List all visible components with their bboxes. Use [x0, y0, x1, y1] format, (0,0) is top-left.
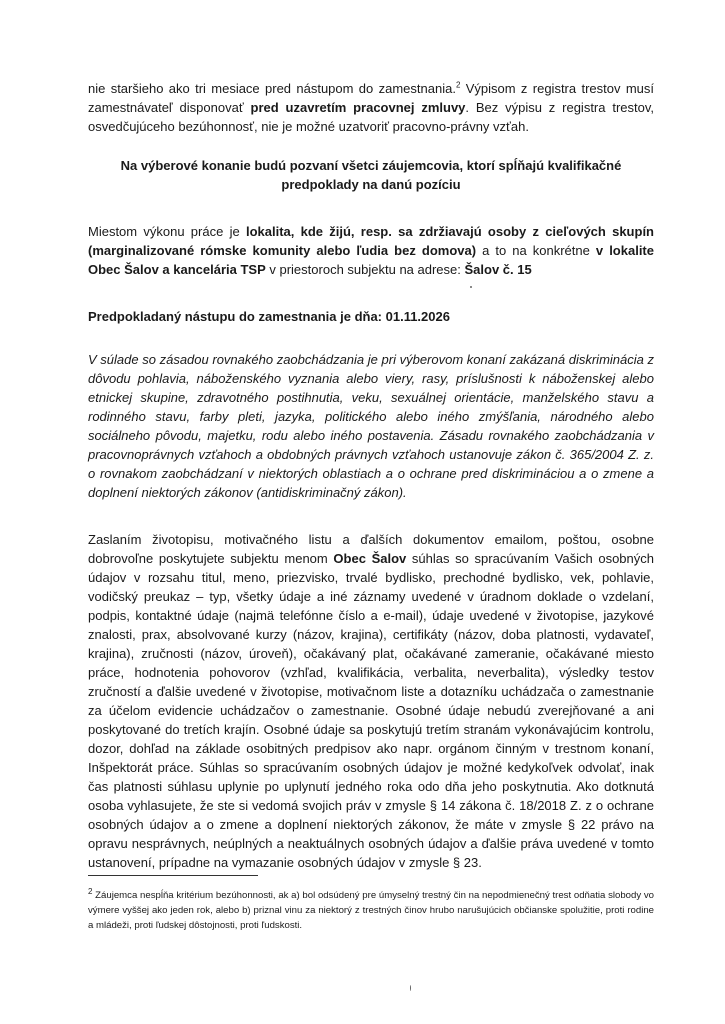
document-body — [88, 79, 654, 872]
intro-paragraph — [88, 79, 654, 136]
consent-paragraph — [88, 530, 654, 872]
consent-text: súhlas so spracúvaním Vašich osobných údajov v rozsahu titul, meno, priezvisko, trvalé bydlisko, prechodné bydlisko, vek, pohlavie, vodičský preukaz – typ, všetky údaje a iné záznamy uvedené v úradnom doklade o vzdelaní, podpis, kontaktné údaje (najmä telefónne číslo a e-mail), údaje uvedené v životopise, jazykové znalosti, prax, absolvované kurzy (názov, krajina), certifikáty (názov, doba platnosti, vydavateľ, krajina), zručnosti (názov, úroveň), očakávaný plat, očakávané zameranie, očakávané miesto práce, hodnotenia pohovorov (vzhľad, kvalifikácia, verbalita, neverbalita), výsledky testov zručností a ďalšie uvedené v životopise, motivačnom liste a dotazníku uchádzača o zamestnanie za účelom evidencie uchádzačov o zamestnanie. Osobné údaje nebudú zverejňované a ani poskytované do tretích krajín. Osobné údaje sa poskytujú tretím stranám vykonávajúcim kontrolu, dozor, dohľad na základe osobitných predpisov ako napr. orgánom činným v trestnom konaní, Inšpektorát práce. Súhlas so spracúvaním osobných údajov je možné kedykoľvek odvolať, inak čas platnosti súhlasu uplynie po uplynutí jedného roka odo dňa jeho poskytnutia. Ako dotknutá osoba vyhlasujete, že ste si vedomá svojich práv v zmysle § 14 zákona č. 18/2018 Z. z o ochrane osobných údajov a o zmene a doplnení niektorých zákonov, že máte v zmysle § 22 právo na opravu nesprávnych, neúplných a neaktuálnych osobných údajov a ďalšie práva uvedené v tomto ustanovení, prípadne na vymazanie osobných údajov v zmysle § 23. — [88, 551, 654, 870]
footnote-divider — [88, 875, 258, 876]
scan-speck — [410, 985, 411, 991]
workplace-text: v priestoroch subjektu na adrese: — [265, 262, 465, 277]
footnote-reference: 2 — [455, 80, 461, 90]
workplace-text: Miestom výkonu práce je — [88, 224, 246, 239]
workplace-text: a to na konkrétne — [476, 243, 596, 258]
workplace-emphasis: v lokalite Obec Šalov a kancelária TSP — [88, 243, 654, 277]
intro-text: nie staršieho ako tri mesiace pred nástupom do zamestnania. — [88, 81, 456, 96]
footnote-marker: 2 — [88, 886, 93, 896]
footnote — [88, 888, 654, 933]
footnote-text: Záujemca nespĺňa kritérium bezúhonnosti, ak a) bol odsúdený pre úmyselný trestný čin na nepodmienečný trest odňatia slobody vo výmere vyššej ako jeden rok, alebo b) priznal vinu za niektorý z trestných činov hrubo narušujúcich občianske spolužitie, proti rodine a mládeži, proti ľudskej dôstojnosti, proti ľudskosti. — [88, 890, 654, 931]
invitation-heading: Na výberové konanie budú pozvaní všetci záujemcovia, ktorí spĺňajú kvalifikačné predpoklady na danú pozíciu — [120, 158, 622, 192]
workplace-address: Šalov č. 15 — [464, 262, 532, 277]
start-date: Predpokladaný nástupu do zamestnania je dňa: 01.11.2026 — [88, 309, 450, 324]
scan-speck — [470, 286, 472, 288]
equal-treatment-paragraph: V súlade so zásadou rovnakého zaobchádzania je pri výberovom konaní zakázaná diskriminácia z dôvodu pohlavia, náboženského vyznania alebo viery, rasy, príslušnosti k náboženskej alebo etnickej skupine, zdravotného postihnutia, veku, sexuálnej orientácie, manželského stavu a rodinného stavu, farby pleti, jazyka, politického alebo iného zmýšľania, národného alebo sociálneho pôvodu, majetku, rodu alebo iného postavenia. Zásadu rovnakého zaobchádzania v pracovnoprávnych vzťahoch a obdobných právnych vzťahoch ustanovuje zákon č. 365/2004 Z. z. o rovnakom zaobchádzaní v niektorých oblastiach a o ochrane pred diskrimináciou a o zmene a doplnení niektorých zákonov (antidiskriminačný zákon). — [88, 352, 654, 500]
consent-text: Zaslaním životopisu, motivačného listu a ďalších dokumentov emailom, poštou, osobne dobrovoľne poskytujete subjektu menom — [88, 532, 654, 566]
workplace-emphasis: lokalita, kde žijú, resp. sa zdržiavajú osoby z cieľových skupín (marginalizované rómske komunity alebo ľudia bez domova) — [88, 224, 654, 258]
intro-text: . Bez výpisu z registra trestov, osvedčujúceho bezúhonnosť, nie je možné uzatvoriť pracovno-právny vzťah. — [88, 100, 654, 134]
consent-emphasis: Obec Šalov — [333, 551, 407, 566]
intro-text: Výpisom z registra trestov musí zamestnávateľ disponovať — [88, 81, 654, 115]
workplace-paragraph — [88, 222, 654, 279]
intro-emphasis: pred uzavretím pracovnej zmluvy — [250, 100, 466, 115]
